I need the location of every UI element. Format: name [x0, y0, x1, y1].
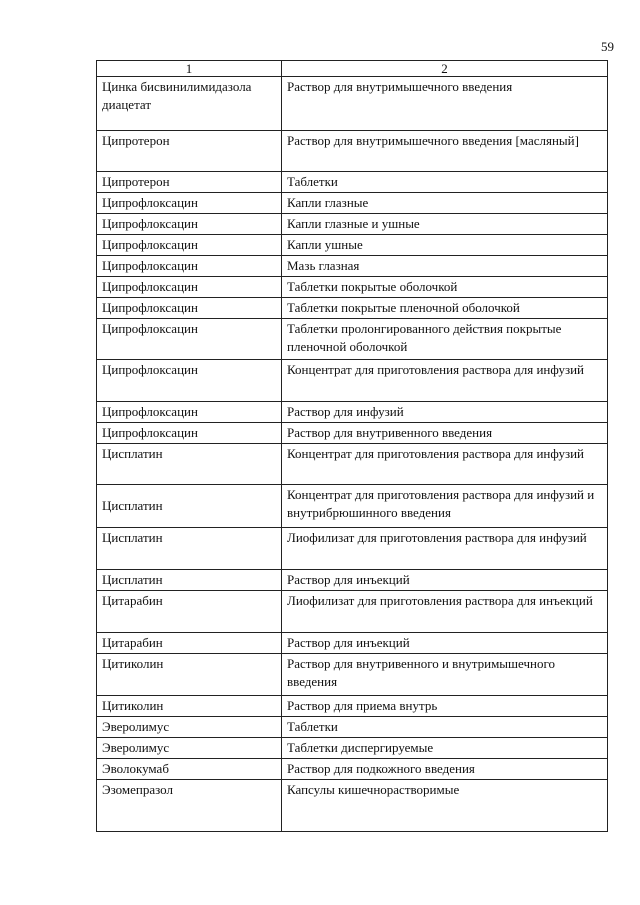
table-header-row [97, 61, 608, 77]
table-row [97, 235, 608, 256]
drug-name-cell: Цисплатин [97, 485, 282, 528]
table-row [97, 696, 608, 717]
dosage-form-cell: Раствор для инъекций [282, 633, 608, 654]
table-row [97, 319, 608, 360]
drug-name-cell: Цисплатин [97, 444, 282, 485]
drug-table [96, 60, 608, 832]
dosage-form-cell: Раствор для инъекций [282, 570, 608, 591]
table-row [97, 77, 608, 131]
table-row [97, 570, 608, 591]
dosage-form-cell: Раствор для внутримышечного введения [масляный] [282, 131, 608, 172]
dosage-form-cell: Раствор для приема внутрь [282, 696, 608, 717]
dosage-form-cell: Таблетки покрытые пленочной оболочкой [282, 298, 608, 319]
table-row [97, 402, 608, 423]
drug-name-cell: Ципрофлоксацин [97, 256, 282, 277]
table-row [97, 131, 608, 172]
dosage-form-cell: Концентрат для приготовления раствора для инфузий и внутрибрюшинного введения [282, 485, 608, 528]
drug-name-cell: Цитарабин [97, 591, 282, 633]
drug-name-cell: Ципрофлоксацин [97, 214, 282, 235]
table-row [97, 214, 608, 235]
dosage-form-cell: Концентрат для приготовления раствора для инфузий [282, 360, 608, 402]
table-row [97, 485, 608, 528]
drug-name-cell: Ципротерон [97, 131, 282, 172]
table-row [97, 591, 608, 633]
table-row [97, 654, 608, 696]
column-header-2: 2 [282, 61, 608, 77]
drug-name-cell: Ципрофлоксацин [97, 277, 282, 298]
drug-name-cell: Ципрофлоксацин [97, 319, 282, 360]
drug-name-cell: Эверолимус [97, 738, 282, 759]
dosage-form-cell: Концентрат для приготовления раствора для инфузий [282, 444, 608, 485]
drug-name-cell: Цисплатин [97, 528, 282, 570]
dosage-form-cell: Лиофилизат для приготовления раствора для инфузий [282, 528, 608, 570]
table-row [97, 633, 608, 654]
drug-name-cell: Цитиколин [97, 654, 282, 696]
dosage-form-cell: Раствор для инфузий [282, 402, 608, 423]
dosage-form-cell: Раствор для подкожного введения [282, 759, 608, 780]
dosage-form-cell: Капсулы кишечнорастворимые [282, 780, 608, 832]
dosage-form-cell: Раствор для внутривенного введения [282, 423, 608, 444]
drug-name-cell: Ципрофлоксацин [97, 298, 282, 319]
column-header-1: 1 [97, 61, 282, 77]
table-row [97, 717, 608, 738]
drug-name-cell: Эзомепразол [97, 780, 282, 832]
table-row [97, 738, 608, 759]
drug-name-cell: Ципротерон [97, 172, 282, 193]
drug-name-cell: Цисплатин [97, 570, 282, 591]
table-row [97, 277, 608, 298]
table-row [97, 360, 608, 402]
dosage-form-cell: Таблетки покрытые оболочкой [282, 277, 608, 298]
drug-name-cell: Ципрофлоксацин [97, 235, 282, 256]
drug-name-cell: Эволокумаб [97, 759, 282, 780]
dosage-form-cell: Таблетки [282, 172, 608, 193]
dosage-form-cell: Таблетки пролонгированного действия покрытые пленочной оболочкой [282, 319, 608, 360]
dosage-form-cell: Капли ушные [282, 235, 608, 256]
dosage-form-cell: Мазь глазная [282, 256, 608, 277]
drug-name-cell: Цинка бисвинилимидазола диацетат [97, 77, 282, 131]
drug-name-cell: Цитиколин [97, 696, 282, 717]
table-row [97, 298, 608, 319]
dosage-form-cell: Лиофилизат для приготовления раствора для инъекций [282, 591, 608, 633]
table-row [97, 528, 608, 570]
dosage-form-cell: Раствор для внутривенного и внутримышечного введения [282, 654, 608, 696]
table-row [97, 256, 608, 277]
drug-name-cell: Цитарабин [97, 633, 282, 654]
dosage-form-cell: Капли глазные [282, 193, 608, 214]
table-row [97, 172, 608, 193]
table-row [97, 444, 608, 485]
table-row [97, 193, 608, 214]
dosage-form-cell: Таблетки [282, 717, 608, 738]
dosage-form-cell: Капли глазные и ушные [282, 214, 608, 235]
table-row [97, 423, 608, 444]
drug-name-cell: Ципрофлоксацин [97, 360, 282, 402]
table-row [97, 759, 608, 780]
drug-name-cell: Эверолимус [97, 717, 282, 738]
page-number: 59 [601, 39, 614, 54]
drug-name-cell: Ципрофлоксацин [97, 193, 282, 214]
drug-name-cell: Ципрофлоксацин [97, 423, 282, 444]
dosage-form-cell: Раствор для внутримышечного введения [282, 77, 608, 131]
dosage-form-cell: Таблетки диспергируемые [282, 738, 608, 759]
drug-name-cell: Ципрофлоксацин [97, 402, 282, 423]
table-row [97, 780, 608, 832]
